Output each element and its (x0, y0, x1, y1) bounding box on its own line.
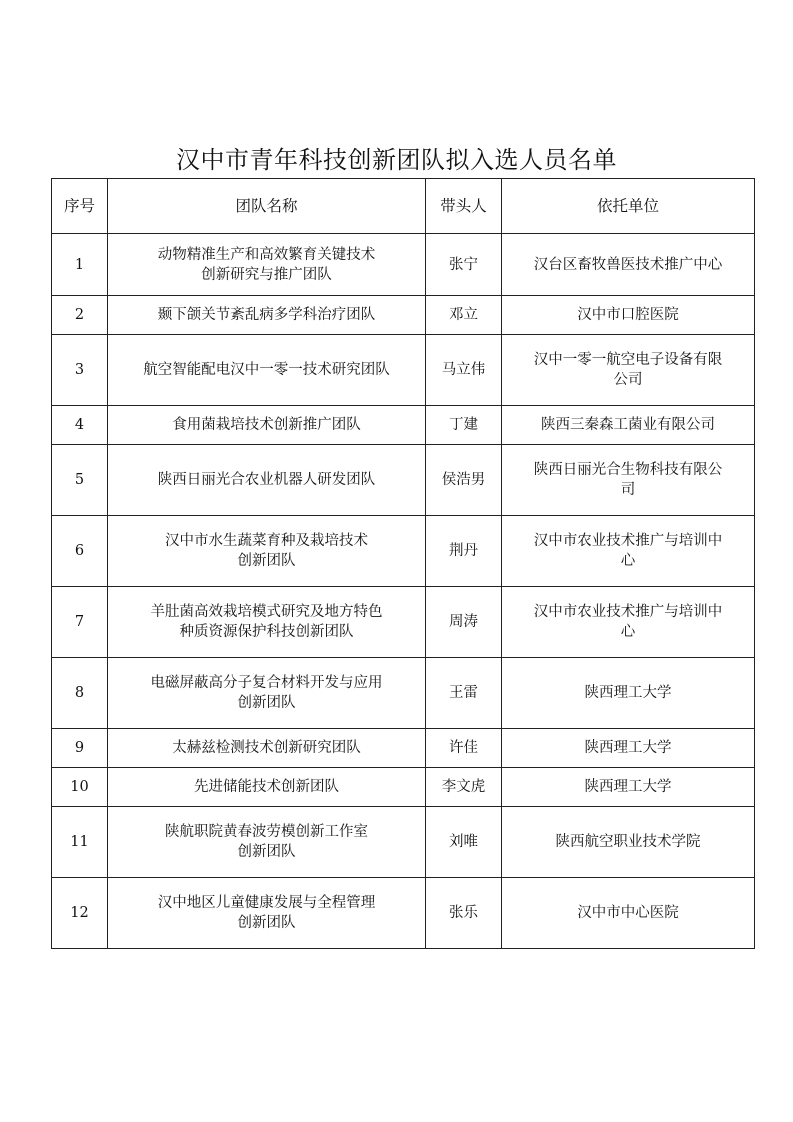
cell-index: 12 (52, 878, 108, 949)
table-row (52, 587, 755, 658)
cell-team-name-line: 创新团队 (237, 844, 296, 860)
cell-team-name (108, 807, 426, 878)
cell-organization-line: 陕西航空职业技术学院 (555, 834, 701, 850)
cell-leader: 丁建 (426, 406, 502, 445)
table-row (52, 234, 755, 296)
cell-team-name-line: 先进储能技术创新团队 (194, 779, 339, 795)
table-header-row (52, 179, 755, 234)
table-row (52, 768, 755, 807)
cell-organization-line: 汉中市口腔医院 (577, 307, 679, 323)
cell-team-name-line: 汉中地区儿童健康发展与全程管理 (157, 895, 376, 911)
cell-team-name-line: 种质资源保护科技创新团队 (179, 624, 354, 640)
table-row (52, 445, 755, 516)
candidate-table (51, 178, 755, 949)
cell-team-name-line: 航空智能配电汉中一零一技术研究团队 (143, 362, 390, 378)
table-row (52, 658, 755, 729)
cell-team-name-line: 创新团队 (237, 695, 296, 711)
cell-team-name (108, 587, 426, 658)
cell-team-name (108, 234, 426, 296)
cell-team-name (108, 516, 426, 587)
header-leader: 带头人 (426, 179, 502, 234)
cell-team-name-line: 陕西日丽光合农业机器人研发团队 (157, 472, 376, 488)
cell-index: 8 (52, 658, 108, 729)
cell-team-name-line: 创新团队 (237, 915, 296, 931)
cell-index: 1 (52, 234, 108, 296)
cell-organization-line: 公司 (613, 372, 643, 388)
cell-team-name-line: 电磁屏蔽高分子复合材料开发与应用 (150, 675, 383, 691)
cell-team-name (108, 768, 426, 807)
cell-team-name-line: 太赫兹检测技术创新研究团队 (172, 740, 361, 756)
cell-index: 7 (52, 587, 108, 658)
cell-index: 5 (52, 445, 108, 516)
cell-team-name-line: 陕航职院黄春波劳模创新工作室 (165, 824, 368, 840)
cell-organization-line: 陕西理工大学 (584, 779, 672, 795)
cell-organization (502, 234, 755, 296)
cell-organization (502, 729, 755, 768)
cell-organization-line: 汉台区畜牧兽医技术推广中心 (533, 256, 723, 273)
cell-organization-line: 汉中市农业技术推广与培训中 (533, 604, 723, 620)
cell-leader: 侯浩男 (426, 445, 502, 516)
cell-organization (502, 335, 755, 406)
cell-organization (502, 878, 755, 949)
cell-organization (502, 587, 755, 658)
cell-organization-line: 司 (620, 482, 636, 498)
cell-leader: 荆丹 (426, 516, 502, 587)
cell-index: 10 (52, 768, 108, 807)
cell-organization (502, 445, 755, 516)
cell-team-name-line: 创新研究与推广团队 (201, 266, 332, 283)
cell-organization-line: 陕西三秦森工菌业有限公司 (541, 417, 715, 433)
cell-team-name (108, 296, 426, 335)
table-row (52, 335, 755, 406)
cell-organization (502, 658, 755, 729)
cell-index: 2 (52, 296, 108, 335)
cell-index: 9 (52, 729, 108, 768)
cell-team-name (108, 878, 426, 949)
page-title: 汉中市青年科技创新团队拟入选人员名单 (176, 146, 617, 174)
cell-organization (502, 296, 755, 335)
table-row (52, 729, 755, 768)
table-row (52, 807, 755, 878)
cell-team-name (108, 445, 426, 516)
cell-team-name (108, 729, 426, 768)
cell-organization-line: 汉中一零一航空电子设备有限 (533, 352, 723, 368)
table-row (52, 878, 755, 949)
cell-leader: 王雷 (426, 658, 502, 729)
cell-organization-line: 陕西理工大学 (584, 740, 672, 756)
cell-organization-line: 心 (620, 553, 636, 569)
cell-index: 11 (52, 807, 108, 878)
cell-leader: 张乐 (426, 878, 502, 949)
cell-team-name-line: 动物精准生产和高效繁育关键技术 (157, 246, 376, 263)
cell-leader: 周涛 (426, 587, 502, 658)
cell-organization (502, 406, 755, 445)
cell-team-name (108, 335, 426, 406)
cell-team-name (108, 406, 426, 445)
table-row (52, 406, 755, 445)
table-body (52, 234, 755, 949)
cell-team-name-line: 食用菌栽培技术创新推广团队 (172, 417, 361, 433)
header-team-name: 团队名称 (108, 179, 426, 234)
table-row (52, 516, 755, 587)
cell-index: 3 (52, 335, 108, 406)
cell-team-name-line: 颞下颌关节紊乱病多学科治疗团队 (157, 307, 376, 323)
cell-organization (502, 516, 755, 587)
cell-organization-line: 汉中市中心医院 (577, 905, 679, 921)
cell-leader: 李文虎 (426, 768, 502, 807)
cell-organization-line: 汉中市农业技术推广与培训中 (533, 533, 723, 549)
cell-organization-line: 陕西理工大学 (584, 685, 672, 701)
cell-index: 6 (52, 516, 108, 587)
header-index: 序号 (52, 179, 108, 234)
table-row (52, 296, 755, 335)
cell-leader: 邓立 (426, 296, 502, 335)
cell-leader: 张宁 (426, 234, 502, 296)
cell-index: 4 (52, 406, 108, 445)
cell-organization-line: 陕西日丽光合生物科技有限公 (533, 462, 723, 478)
cell-leader: 刘唯 (426, 807, 502, 878)
cell-leader: 马立伟 (426, 335, 502, 406)
cell-organization-line: 心 (620, 624, 636, 640)
cell-organization (502, 807, 755, 878)
cell-team-name (108, 658, 426, 729)
cell-team-name-line: 羊肚菌高效栽培模式研究及地方特色 (150, 604, 383, 620)
header-organization: 依托单位 (502, 179, 755, 234)
cell-team-name-line: 汉中市水生蔬菜育种及栽培技术 (165, 533, 368, 549)
cell-organization (502, 768, 755, 807)
cell-leader: 许佳 (426, 729, 502, 768)
cell-team-name-line: 创新团队 (237, 553, 296, 569)
